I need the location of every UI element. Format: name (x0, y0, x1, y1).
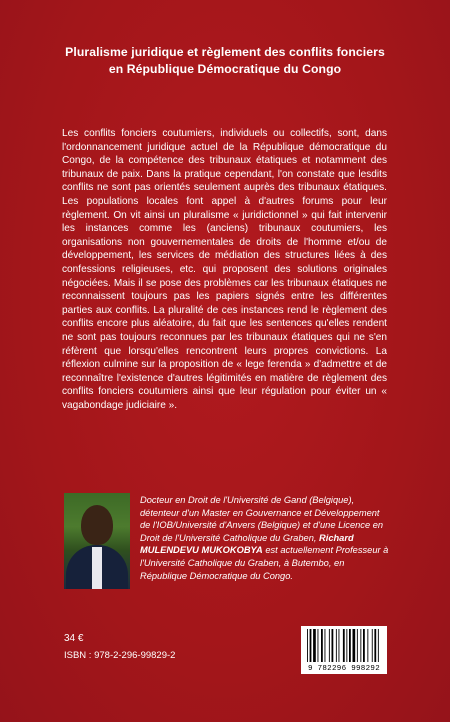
barcode-bar (336, 629, 337, 662)
book-title-line-2: en République Démocratique du Congo (108, 62, 342, 76)
barcode-bar (329, 629, 330, 662)
barcode-bar (360, 629, 361, 662)
barcode-bar (332, 629, 334, 662)
author-name: Richard MULENDEVU MUKOKOBYA (140, 532, 354, 556)
barcode-bar (353, 629, 356, 662)
barcode-bar (357, 629, 358, 662)
barcode-bar (325, 629, 326, 662)
barcode-bar (307, 629, 308, 662)
author-bio-part-2: est actuellement Professeur à l'Université Catholique du Graben, à Butembo, en République Démocratique du Congo. (140, 545, 389, 581)
barcode-bar (363, 629, 365, 662)
barcode-bar (349, 629, 351, 662)
barcode-bar (321, 629, 323, 662)
barcode-bar (343, 629, 345, 662)
barcode-digits: 9 782296 998292 (307, 665, 380, 673)
author-bio-part-1: Docteur en Droit de l'Université de Gand (Belgique), détenteur d'un Master en Gouvernance et Développement de l'IOB/Université d'Anvers (Belgique) et d'une Licence en Droit de l'Université Catholique du Graben, (140, 495, 384, 543)
barcode (301, 626, 387, 674)
barcode-bar (313, 629, 316, 662)
book-title-line-1: Pluralisme juridique et règlement des conflits fonciers (65, 45, 385, 59)
barcode-bar (374, 629, 376, 662)
author-photo (64, 493, 130, 589)
barcode-bar (372, 629, 373, 662)
barcode-bars (301, 626, 387, 664)
barcode-bar (310, 629, 312, 662)
barcode-bar (318, 629, 319, 662)
barcode-bar (339, 629, 340, 662)
isbn: ISBN : 978-2-296-99829-2 (64, 650, 176, 661)
author-photo-head (81, 505, 113, 545)
barcode-bar (367, 629, 368, 662)
barcode-bar (346, 629, 347, 662)
author-bio (140, 494, 390, 582)
price: 34 € (64, 633, 84, 644)
author-photo-shirt (92, 547, 102, 589)
barcode-bar (378, 629, 379, 662)
summary-text: Les conflits fonciers coutumiers, individuels ou collectifs, sont, dans l'ordonnancement juridique actuel de la République démocratique du Congo, de la compétence des tribunaux étatiques et notamment des tribunaux de paix. Dans la pratique cependant, l'on constate que lesdits conflits ne sont pas orientés seulement auprès des tribunaux étatiques. Les populations locales font appel à d'autres forums pour leur règlement. On vit ainsi un pluralisme « juridictionnel » qui fait intervenir les instances comme les (anciens) tribunaux coutumiers, les organisations non gouvernementales de droits de l'homme et/ou de développement, les services de médiation des structures liées à des confessions religieuses, etc. qui proposent des solutions originales négociées. Mais il se pose des problèmes car les tribunaux étatiques ne reconnaissent toujours pas les papiers signés entre les différentes parties aux conflits. La pluralité de ces instances rend le règlement des conflits encore plus aléatoire, du fait que les sentences qu'elles rendent ne sont pas toujours reconnues par les tribunaux étatiques qui ne s'en réfèrent que lorsqu'elles rencontrent leurs propres convictions. La réflexion culmine sur la proposition de « lege ferenda » d'admettre et de reconnaître l'existence d'autres légitimités en matière de règlement des conflits fonciers coutumiers ainsi que leur régulation pour éviter un « vagabondage judiciaire ». (62, 128, 387, 411)
book-title (30, 44, 420, 78)
